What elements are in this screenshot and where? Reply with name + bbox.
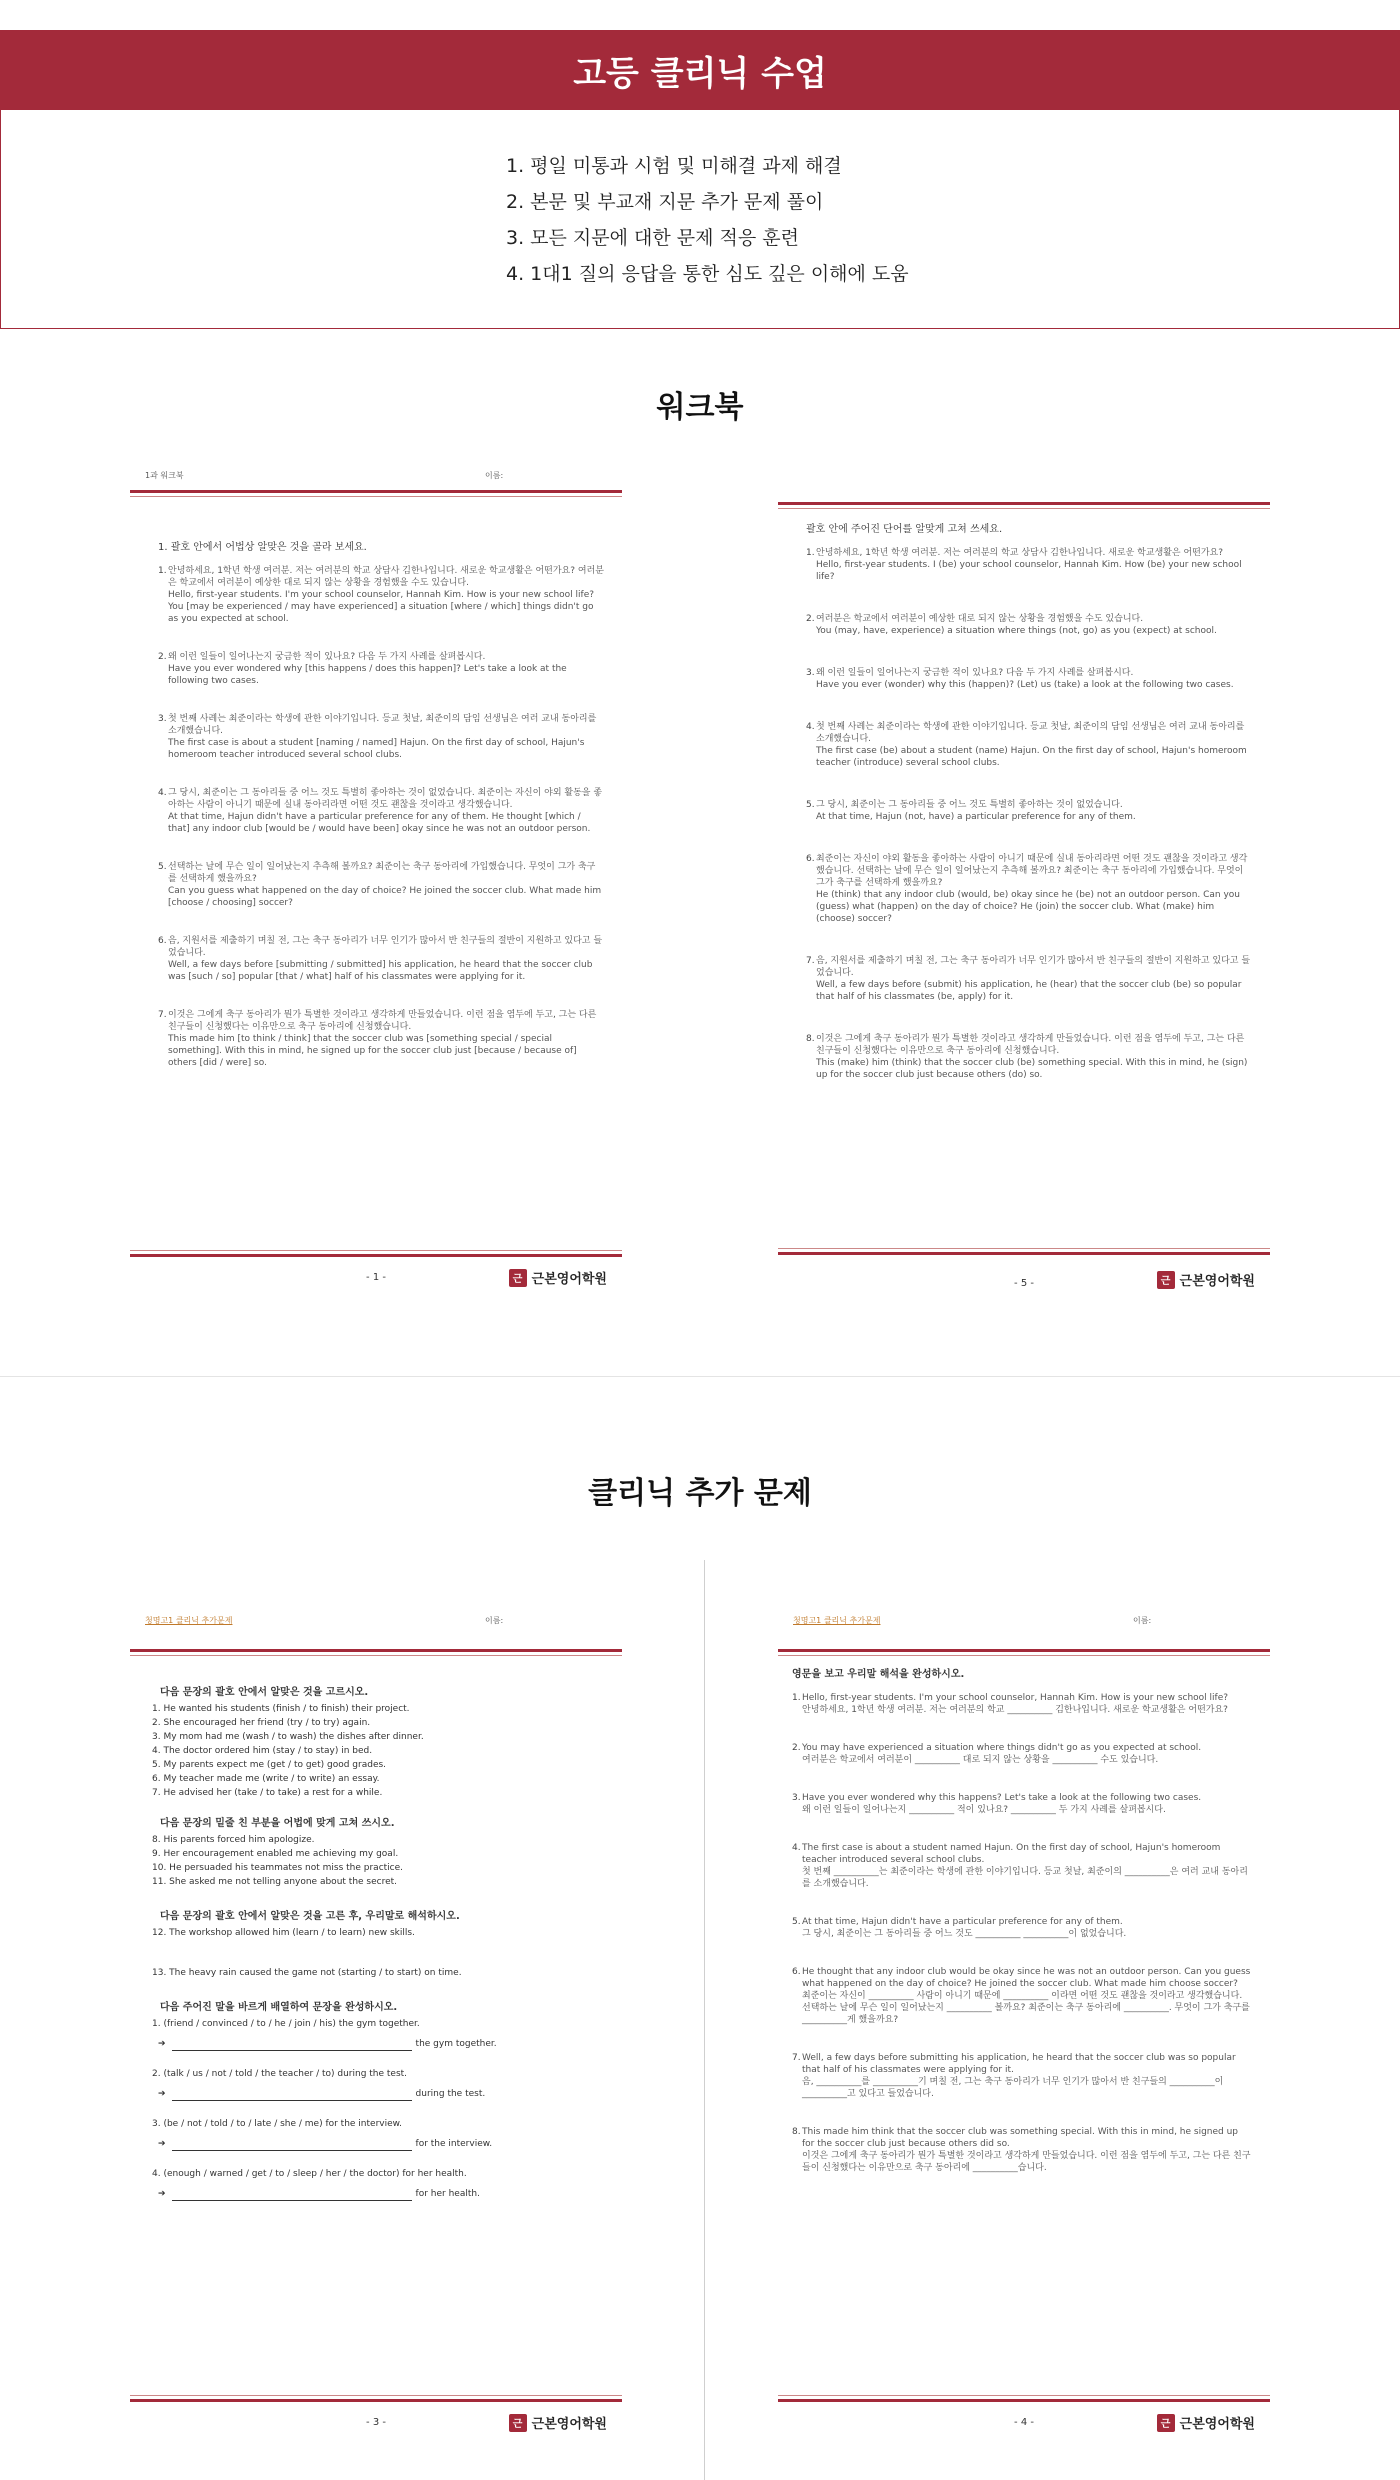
question-body bbox=[816, 1033, 1252, 1081]
answer-line bbox=[152, 2037, 604, 2051]
question-number: 2. bbox=[806, 614, 815, 624]
question-item bbox=[806, 547, 1252, 583]
question-body bbox=[816, 955, 1252, 1003]
question-number: 3. bbox=[158, 714, 167, 724]
question-item bbox=[806, 799, 1252, 823]
english-text: He (think) that any indoor club (would, be) okay since he (be) not an outdoor person. Can you (guess) what (happen) on the day of choice? He (join) the soccer club. What (make) him (choose) soccer? bbox=[816, 890, 1241, 924]
logo-mark-icon: 근 bbox=[1157, 1271, 1175, 1289]
sheet-name-field: 이름: bbox=[485, 1616, 504, 1625]
question-item bbox=[806, 1033, 1252, 1081]
footer-rule bbox=[778, 1252, 1270, 1255]
question-number: 4. bbox=[158, 788, 167, 798]
question-body bbox=[802, 2126, 1252, 2174]
arrow-icon: ➔ bbox=[158, 2189, 166, 2199]
footer-rule-thin bbox=[130, 1250, 622, 1251]
korean-text: 첫 번째 사례는 최준이라는 학생에 관한 이야기입니다. 등교 첫날, 최준이의 담임 선생님은 여러 교내 동아리를 소개했습니다. bbox=[168, 714, 597, 736]
korean-text: 그 당시, 최준이는 그 동아리들 중 어느 것도 특별히 좋아하는 것이 없었습니다. bbox=[816, 800, 1123, 810]
page-separator bbox=[704, 1560, 705, 2480]
logo-text: 근본영어학원 bbox=[531, 2417, 607, 2432]
question-body bbox=[816, 613, 1252, 637]
question-body bbox=[802, 1966, 1252, 2026]
list-item: 4. The doctor ordered him (stay / to stay) in bed. bbox=[152, 1746, 373, 1756]
question-item bbox=[792, 1692, 1252, 1716]
question-body bbox=[802, 1842, 1252, 1890]
answer-blank bbox=[172, 2142, 412, 2151]
english-text: Have you ever (wonder) why this (happen)? (Let) us (take) a look at the following two cases. bbox=[816, 680, 1234, 690]
question-item bbox=[158, 935, 604, 983]
korean-text: 여러분은 학교에서 여러분이 __________ 대로 되지 않는 상황을 __________ 수도 있습니다. bbox=[802, 1755, 1159, 1765]
question-number: 5. bbox=[158, 862, 167, 872]
intro-item: 4. 1대1 질의 응답을 통한 심도 깊은 이해에 도움 bbox=[506, 263, 909, 285]
english-text: This made him think that the soccer club was something special. With this in mind, he signed up for the soccer club just because others did so. bbox=[802, 2127, 1239, 2149]
question-body bbox=[802, 1792, 1252, 1816]
korean-text: 그 당시, 최준이는 그 동아리들 중 어느 것도 __________ __________이 없었습니다. bbox=[802, 1929, 1127, 1939]
question-item bbox=[158, 651, 604, 687]
korean-text: 이것은 그에게 축구 동아리가 뭔가 특별한 것이라고 생각하게 만들었습니다. 이런 점을 염두에 두고, 그는 다른 친구들이 신청했다는 이유만으로 축구 동아리에 신청했습니다. bbox=[168, 1010, 597, 1032]
english-text: The first case is about a student [naming / named] Hajun. On the first day of school, Hajun's homeroom teacher introduced several school clubs. bbox=[168, 738, 585, 760]
english-text: This made him [to think / think] that the soccer club was [something special / special something]. With this in mind, he signed up for the soccer club just [because / because of] others [did / were] so. bbox=[168, 1034, 577, 1068]
question-number: 8. bbox=[792, 2127, 801, 2137]
logo-text: 근본영어학원 bbox=[1179, 2417, 1255, 2432]
question-body bbox=[816, 853, 1252, 925]
question-body bbox=[168, 861, 604, 909]
question-item bbox=[792, 2052, 1252, 2100]
english-text: Well, a few days before submitting his application, he heard that the soccer club was so popular that half of his classmates were applying for it. bbox=[802, 2053, 1236, 2075]
question-number: 7. bbox=[806, 956, 815, 966]
question-item bbox=[806, 721, 1252, 769]
korean-text: 음, 지원서를 제출하기 며칠 전, 그는 축구 동아리가 너무 인기가 많아서 반 친구들의 절반이 지원하고 있다고 들었습니다. bbox=[816, 956, 1251, 978]
arrow-icon: ➔ bbox=[158, 2039, 166, 2049]
sheet-instruction: 영문을 보고 우리말 해석을 완성하시오. bbox=[792, 1669, 965, 1680]
page-number: - 3 - bbox=[366, 2417, 386, 2428]
korean-text: 그 당시, 최준이는 그 동아리들 중 어느 것도 특별히 좋아하는 것이 없었습니다. 최준이는 자신이 야외 활동을 좋아하는 사람이 아니기 때문에 실내 동아리라면 어떤 것도 괜찮을 것이라고 생각했습니다. bbox=[168, 788, 603, 810]
question-item bbox=[792, 1842, 1252, 1890]
intro-item: 1. 평일 미통과 시험 및 미해결 과제 해결 bbox=[506, 155, 842, 177]
english-text: Well, a few days before [submitting / submitted] his application, he heard that the soccer club was [such / so] popular [that / what] half of his classmates were applying for it. bbox=[168, 960, 593, 982]
question-number: 6. bbox=[806, 854, 815, 864]
korean-text: 안녕하세요, 1학년 학생 여러분. 저는 여러분의 학교 __________ 김한나입니다. 새로운 학교생활은 어떤가요? bbox=[802, 1705, 1228, 1715]
korean-text: 왜 이런 일들이 일어나는지 __________ 적이 있나요? __________ 두 가지 사례를 살펴봅시다. bbox=[802, 1805, 1166, 1815]
list-item: 13. The heavy rain caused the game not (starting / to start) on time. bbox=[152, 1968, 462, 1978]
header-rule bbox=[778, 502, 1270, 505]
question-item bbox=[158, 713, 604, 761]
english-text: Have you ever wondered why [this happens / does this happen]? Let's take a look at the following two cases. bbox=[168, 664, 567, 686]
question-number: 5. bbox=[792, 1917, 801, 1927]
question-body bbox=[168, 565, 604, 625]
list-item: 7. He advised her (take / to take) a rest for a while. bbox=[152, 1788, 383, 1798]
page-number: - 5 - bbox=[1014, 1278, 1034, 1289]
intro-box bbox=[0, 110, 1400, 329]
english-text: At that time, Hajun didn't have a particular preference for any of them. bbox=[802, 1917, 1123, 1927]
korean-text: 안녕하세요, 1학년 학생 여러분. 저는 여러분의 학교 상담사 김한나입니다. 새로운 학교생활은 어떤가요? 여러분은 학교에서 여러분이 예상한 대로 되지 않는 상황을 경험했을 수도 있습니다. bbox=[168, 566, 604, 588]
header-rule bbox=[130, 1649, 622, 1652]
page-number: - 1 - bbox=[366, 1272, 386, 1283]
question-item bbox=[158, 787, 604, 835]
sheet-header-title: 1과 워크북 bbox=[145, 471, 184, 480]
section-instruction: 다음 문장의 괄호 안에서 알맞은 것을 고르시오. bbox=[160, 1687, 369, 1698]
item-list bbox=[152, 2017, 604, 2201]
question-number: 2. bbox=[158, 652, 167, 662]
logo-mark-icon: 근 bbox=[1157, 2414, 1175, 2432]
header-rule-thin bbox=[130, 496, 622, 497]
workbook-page-5 bbox=[778, 470, 1270, 1290]
sheet-instruction: 괄호 안에 주어진 단어를 알맞게 고쳐 쓰세요. bbox=[806, 524, 1003, 535]
korean-text: 최준이는 자신이 야외 활동을 좋아하는 사람이 아니기 때문에 실내 동아리라면 어떤 것도 괜찮을 것이라고 생각했습니다. 선택하는 날에 무슨 일이 일어났는지 추측해 볼까요? 최준이는 축구 동아리에 가입했습니다. 무엇이 그가 축구를 선택하게 했을까요? bbox=[816, 854, 1248, 888]
question-number: 1. bbox=[792, 1693, 801, 1703]
korean-text: 이것은 그에게 축구 동아리가 뭔가 특별한 것이라고 생각하게 만들었습니다. 이런 점을 염두에 두고, 그는 다른 친구들이 신청했다는 이유만으로 축구 동아리에 신청했습니다. bbox=[816, 1034, 1245, 1056]
question-item bbox=[158, 861, 604, 909]
sheet-name-field: 이름: bbox=[1133, 1616, 1152, 1625]
question-item bbox=[158, 1009, 604, 1069]
list-item: 1. (friend / convinced / to / he / join / his) the gym together. bbox=[152, 2019, 420, 2029]
footer-rule bbox=[130, 2399, 622, 2402]
question-number: 3. bbox=[806, 668, 815, 678]
korean-text: 음, __________를 __________기 며칠 전, 그는 축구 동아리가 너무 인기가 많아서 반 친구들의 __________이 __________고 있다고 들었습니다. bbox=[802, 2077, 1224, 2099]
question-number: 7. bbox=[792, 2053, 801, 2063]
english-text: The first case is about a student named Hajun. On the first day of school, Hajun's homeroom teacher introduced several school clubs. bbox=[802, 1843, 1221, 1865]
section-instruction: 다음 문장의 괄호 안에서 알맞은 것을 고른 후, 우리말로 해석하시오. bbox=[160, 1911, 460, 1922]
sheet-name-field: 이름: bbox=[485, 471, 504, 480]
question-number: 6. bbox=[792, 1967, 801, 1977]
answer-tail: for the interview. bbox=[415, 2139, 493, 2149]
question-body bbox=[168, 651, 604, 687]
clinic-page-4 bbox=[778, 1615, 1270, 2435]
list-item: 4. (enough / warned / get / to / sleep / her / the doctor) for her health. bbox=[152, 2169, 467, 2179]
question-body bbox=[168, 935, 604, 983]
section-divider bbox=[0, 1376, 1400, 1377]
question-number: 1. bbox=[806, 548, 815, 558]
korean-text: 안녕하세요, 1학년 학생 여러분. 저는 여러분의 학교 상담사 김한나입니다. 새로운 학교생활은 어떤가요? bbox=[816, 548, 1224, 558]
workbook-page-1 bbox=[130, 470, 622, 1290]
english-text: This (make) him (think) that the soccer club (be) something special. With this in mind, he (sign) up for the soccer club just because others (do) so. bbox=[816, 1058, 1248, 1080]
question-item bbox=[806, 667, 1252, 691]
question-body bbox=[816, 721, 1252, 769]
korean-text: 왜 이런 일들이 일어나는지 궁금한 적이 있나요? 다음 두 가지 사례를 살펴봅시다. bbox=[168, 652, 486, 662]
answer-line bbox=[152, 2187, 604, 2201]
question-number: 1. bbox=[158, 566, 167, 576]
question-body bbox=[802, 1916, 1252, 1940]
question-body bbox=[802, 1692, 1252, 1716]
korean-text: 여러분은 학교에서 여러분이 예상한 대로 되지 않는 상황을 경험했을 수도 있습니다. bbox=[816, 614, 1144, 624]
intro-item: 3. 모든 지문에 대한 문제 적응 훈련 bbox=[506, 227, 799, 249]
list-item: 6. My teacher made me (write / to write) an essay. bbox=[152, 1774, 380, 1784]
sheet-header-title: 청명고1 클리닉 추가문제 bbox=[145, 1616, 233, 1625]
answer-blank bbox=[172, 2042, 412, 2051]
logo-text: 근본영어학원 bbox=[1179, 1274, 1255, 1289]
english-text: At that time, Hajun didn't have a particular preference for any of them. He thought [which / that] any indoor club [would be / would have been] okay since he was not an outdoor person. bbox=[168, 812, 591, 834]
sheet-header bbox=[145, 1615, 607, 1626]
english-text: Hello, first-year students. I (be) your school counselor, Hannah Kim. How (be) your new school life? bbox=[816, 560, 1242, 582]
korean-text: 선택하는 날에 무슨 일이 일어났는지 추측해 볼까요? 최준이는 축구 동아리에 가입했습니다. 무엇이 그가 축구를 선택하게 했을까요? bbox=[168, 862, 596, 884]
sheet-content bbox=[158, 538, 604, 1095]
list-item: 3. My mom had me (wash / to wash) the dishes after dinner. bbox=[152, 1732, 424, 1742]
english-text: Hello, first-year students. I'm your school counselor, Hannah Kim. How is your new school life? You [may be experienced / may have experienced] a situation [where / which] things didn't go as you expected at school. bbox=[168, 590, 595, 624]
header-rule-thin bbox=[130, 1655, 622, 1656]
question-list bbox=[806, 547, 1252, 1081]
english-text: You (may, have, experience) a situation where things (not, go) as you (expect) at school. bbox=[816, 626, 1217, 636]
list-item: 5. My parents expect me (get / to get) good grades. bbox=[152, 1760, 387, 1770]
list-item: 2. She encouraged her friend (try / to try) again. bbox=[152, 1718, 371, 1728]
clinic-title: 클리닉 추가 문제 bbox=[588, 1476, 812, 1511]
answer-blank bbox=[172, 2092, 412, 2101]
question-item bbox=[806, 613, 1252, 637]
academy-logo bbox=[509, 2413, 607, 2432]
banner-title: 고등 클리닉 수업 bbox=[573, 53, 827, 94]
question-body bbox=[816, 547, 1252, 583]
list-item: 3. (be / not / told / to / late / she / me) for the interview. bbox=[152, 2119, 403, 2129]
workbook-title: 워크북 bbox=[656, 390, 744, 425]
arrow-icon: ➔ bbox=[158, 2139, 166, 2149]
academy-logo bbox=[1157, 2413, 1255, 2432]
question-item bbox=[792, 1966, 1252, 2026]
sheet-header-title: 청명고1 클리닉 추가문제 bbox=[793, 1616, 881, 1625]
question-number: 4. bbox=[806, 722, 815, 732]
answer-line bbox=[152, 2137, 604, 2151]
question-list bbox=[158, 565, 604, 1069]
clinic-page-3 bbox=[130, 1615, 622, 2435]
list-item: 8. His parents forced him apologize. bbox=[152, 1835, 315, 1845]
korean-text: 첫 번째 __________는 최준이라는 학생에 관한 이야기입니다. 등교 첫날, 최준이의 __________은 여러 교내 동아리를 소개했습니다. bbox=[802, 1867, 1248, 1889]
header-rule-thin bbox=[778, 1655, 1270, 1656]
question-item bbox=[806, 955, 1252, 1003]
question-number: 2. bbox=[792, 1743, 801, 1753]
list-item: 1. He wanted his students (finish / to finish) their project. bbox=[152, 1704, 410, 1714]
question-item bbox=[158, 565, 604, 625]
english-text: At that time, Hajun (not, have) a particular preference for any of them. bbox=[816, 812, 1136, 822]
footer-rule bbox=[130, 1254, 622, 1257]
answer-tail: the gym together. bbox=[415, 2039, 497, 2049]
list-item: 2. (talk / us / not / told / the teacher / to) during the test. bbox=[152, 2069, 408, 2079]
footer-rule-thin bbox=[130, 2395, 622, 2396]
footer-rule-thin bbox=[778, 1248, 1270, 1249]
question-number: 8. bbox=[806, 1034, 815, 1044]
question-number: 7. bbox=[158, 1010, 167, 1020]
korean-text: 왜 이런 일들이 일어나는지 궁금한 적이 있나요? 다음 두 가지 사례를 살펴봅시다. bbox=[816, 668, 1134, 678]
question-item bbox=[806, 853, 1252, 925]
sheet-instruction: 1. 괄호 안에서 어법상 알맞은 것을 골라 보세요. bbox=[158, 542, 367, 553]
question-body bbox=[802, 1742, 1252, 1766]
logo-mark-icon: 근 bbox=[509, 1269, 527, 1287]
answer-tail: for her health. bbox=[415, 2189, 480, 2199]
academy-logo bbox=[1157, 1270, 1255, 1289]
question-list bbox=[792, 1692, 1252, 2174]
english-text: You may have experienced a situation where things didn't go as you expected at school. bbox=[802, 1743, 1202, 1753]
list-item: 9. Her encouragement enabled me achieving my goal. bbox=[152, 1849, 399, 1859]
korean-text: 음, 지원서를 제출하기 며칠 전, 그는 축구 동아리가 너무 인기가 많아서 반 친구들의 절반이 지원하고 있다고 들었습니다. bbox=[168, 936, 603, 958]
question-item bbox=[792, 1742, 1252, 1766]
academy-logo bbox=[509, 1268, 607, 1287]
footer-rule bbox=[778, 2399, 1270, 2402]
question-body bbox=[816, 799, 1252, 823]
section-instruction: 다음 주어진 말을 바르게 배열하여 문장을 완성하시오. bbox=[160, 2002, 398, 2013]
question-item bbox=[792, 1792, 1252, 1816]
question-body bbox=[168, 787, 604, 835]
list-item: 10. He persuaded his teammates not miss the practice. bbox=[152, 1863, 404, 1873]
korean-text: 최준이는 자신이 __________ 사람이 아니기 때문에 __________ 이라면 어떤 것도 괜찮을 것이라고 생각했습니다. 선택하는 날에 무슨 일이 일어났는지 __________ 볼까요? 최준이는 축구 동아리에 __________. 무엇이 그가 축구를 __________게 했을까요? bbox=[802, 1991, 1250, 2025]
english-text: Can you guess what happened on the day of choice? He joined the soccer club. What made him [choose / choosing] soccer? bbox=[168, 886, 602, 908]
header-rule bbox=[778, 1649, 1270, 1652]
logo-mark-icon: 근 bbox=[509, 2414, 527, 2432]
question-item bbox=[792, 2126, 1252, 2174]
sheet-content bbox=[152, 1683, 604, 2217]
page-number: - 4 - bbox=[1014, 2417, 1034, 2428]
sheet-content bbox=[806, 520, 1252, 1111]
sheet-header bbox=[793, 1615, 1255, 1626]
question-body bbox=[802, 2052, 1252, 2100]
logo-text: 근본영어학원 bbox=[531, 1272, 607, 1287]
english-text: Have you ever wondered why this happens? Let's take a look at the following two cases. bbox=[802, 1793, 1202, 1803]
header-rule-thin bbox=[778, 508, 1270, 509]
item-list bbox=[152, 1702, 604, 1800]
english-text: Hello, first-year students. I'm your school counselor, Hannah Kim. How is your new school life? bbox=[802, 1693, 1229, 1703]
question-body bbox=[168, 1009, 604, 1069]
list-item: 12. The workshop allowed him (learn / to learn) new skills. bbox=[152, 1928, 415, 1938]
question-number: 5. bbox=[806, 800, 815, 810]
intro-list bbox=[506, 148, 909, 292]
page-banner bbox=[0, 30, 1400, 110]
english-text: He thought that any indoor club would be okay since he was not an outdoor person. Can you guess what happened on the day of choice? He joined the soccer club. What made him choose soccer? bbox=[802, 1967, 1251, 1989]
question-number: 4. bbox=[792, 1843, 801, 1853]
sheet-content bbox=[792, 1665, 1252, 2200]
header-rule bbox=[130, 490, 622, 493]
question-body bbox=[816, 667, 1252, 691]
section-instruction: 다음 문장의 밑줄 친 부분을 어법에 맞게 고쳐 쓰시오. bbox=[160, 1818, 395, 1829]
question-number: 6. bbox=[158, 936, 167, 946]
list-item: 11. She asked me not telling anyone about the secret. bbox=[152, 1877, 398, 1887]
answer-line bbox=[152, 2087, 604, 2101]
answer-tail: during the test. bbox=[415, 2089, 486, 2099]
item-list bbox=[152, 1833, 604, 1889]
english-text: Well, a few days before (submit) his application, he (hear) that the soccer club (be) so popular that half of his classmates (be, apply) for it. bbox=[816, 980, 1242, 1002]
korean-text: 첫 번째 사례는 최준이라는 학생에 관한 이야기입니다. 등교 첫날, 최준이의 담임 선생님은 여러 교내 동아리를 소개했습니다. bbox=[816, 722, 1245, 744]
answer-blank bbox=[172, 2192, 412, 2201]
question-item bbox=[792, 1916, 1252, 1940]
korean-text: 이것은 그에게 축구 동아리가 뭔가 특별한 것이라고 생각하게 만들었습니다. 이런 점을 염두에 두고, 그는 다른 친구들이 신청했다는 이유만으로 축구 동아리에 __________습니다. bbox=[802, 2151, 1251, 2173]
arrow-icon: ➔ bbox=[158, 2089, 166, 2099]
sheet-header bbox=[145, 470, 607, 481]
english-text: The first case (be) about a student (name) Hajun. On the first day of school, Hajun's homeroom teacher (introduce) several school clubs. bbox=[816, 746, 1247, 768]
footer-rule-thin bbox=[778, 2395, 1270, 2396]
question-number: 3. bbox=[792, 1793, 801, 1803]
intro-item: 2. 본문 및 부교재 지문 추가 문제 풀이 bbox=[506, 191, 824, 213]
question-body bbox=[168, 713, 604, 761]
